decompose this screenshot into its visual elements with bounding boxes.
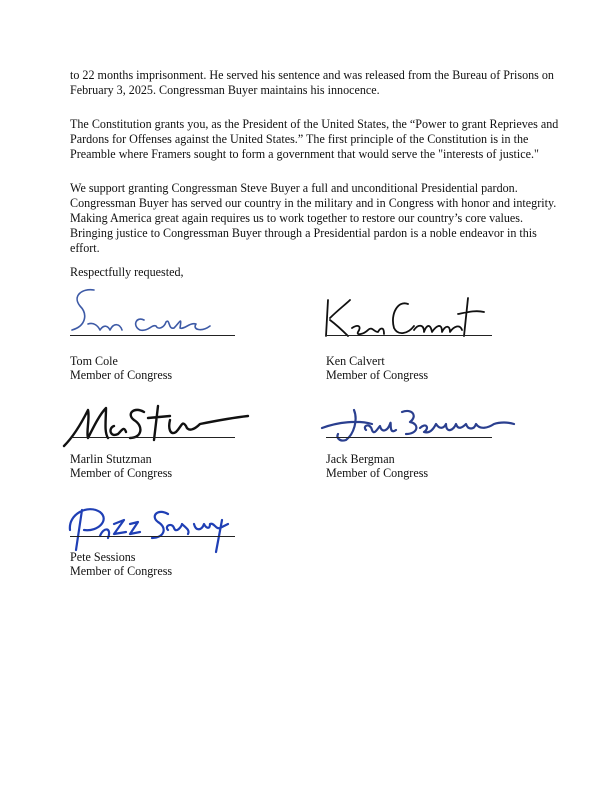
signature-line	[70, 536, 235, 537]
signer-title-ken-calvert: Member of Congress	[326, 368, 429, 382]
signature-marlin-stutzman	[60, 396, 260, 452]
signer-name-pete-sessions: Pete Sessions	[70, 550, 136, 564]
signature-tom-cole	[64, 282, 244, 346]
signer-title-pete-sessions: Member of Congress	[70, 564, 173, 578]
paragraph-sentence: to 22 months imprisonment. He served his sentence and was released from the Bureau of Prisons on February 3, 2025. Congressman Buyer maintains his innocence.	[70, 68, 554, 97]
signer-title-tom-cole: Member of Congress	[70, 368, 173, 382]
closing-line: Respectfully requested,	[70, 265, 184, 279]
signature-ken-calvert	[318, 290, 498, 345]
signature-line	[326, 437, 492, 438]
signer-name-tom-cole: Tom Cole	[70, 354, 118, 368]
signer-name-marlin-stutzman: Marlin Stutzman	[70, 452, 152, 466]
signer-name-ken-calvert: Ken Calvert	[326, 354, 385, 368]
signature-line	[326, 335, 492, 336]
signature-jack-bergman	[318, 400, 518, 448]
signature-line	[70, 437, 235, 438]
signer-name-jack-bergman: Jack Bergman	[326, 452, 395, 466]
signer-title-marlin-stutzman: Member of Congress	[70, 466, 173, 480]
signature-line	[70, 335, 235, 336]
paragraph-support: We support granting Congressman Steve Buyer a full and unconditional Presidential pardon. Congressman Buyer has served our country in the military and in Congress with honor and integrity. Making America great again requires us to work together to restore our country’s core values. Bringing justice to Congressman Buyer through a Presidential pardon is a noble endeavor in this effort.	[70, 181, 557, 255]
paragraph-constitution: The Constitution grants you, as the President of the United States, the “Power to grant Reprieves and Pardons for Offenses against the United States.” The first principle of the Constitution is in the Preamble where Framers sought to form a government that would serve the "interests of justice."	[70, 117, 559, 161]
signer-title-jack-bergman: Member of Congress	[326, 466, 429, 480]
